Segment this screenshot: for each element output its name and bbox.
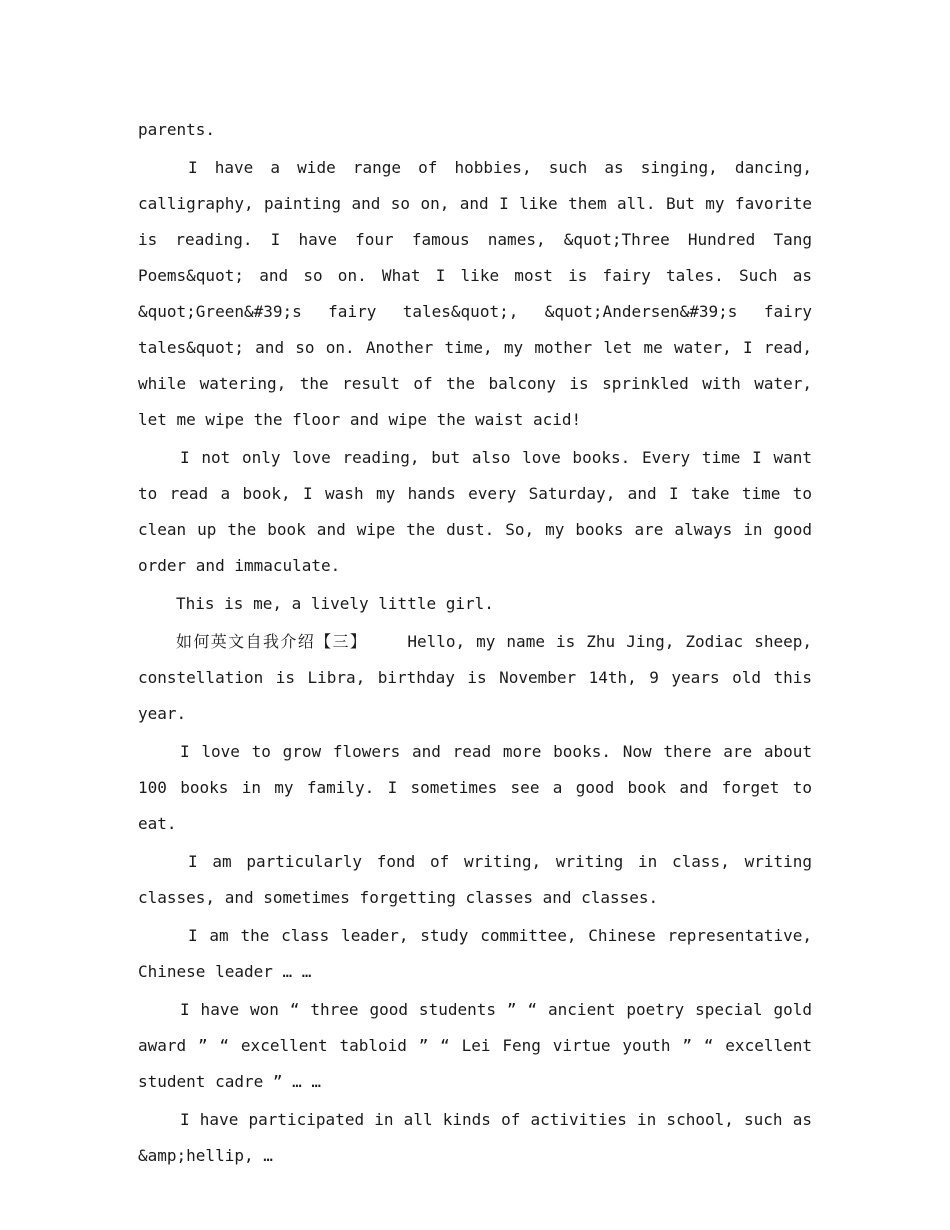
paragraph-5 (138, 624, 812, 732)
paragraph-2: I have a wide range of hobbies, such as singing, dancing, calligraphy, painting and so on, and I like them all. But my favorite is reading. I have four famous names, &quot;Three Hundred Tang Poems&quot; and so on. What I like most is fairy tales. Such as &quot;Green&#39;s fairy tales&quot;, &quot;Andersen&#39;s fairy tales&quot; and so on. Another time, my mother let me water, I read, while watering, the result of the balcony is sprinkled with water, let me wipe the floor and wipe the waist acid! (138, 158, 812, 429)
document-page (138, 112, 812, 1176)
paragraph-4: This is me, a lively little girl. (176, 594, 494, 613)
paragraph-6: I love to grow flowers and read more books. Now there are about 100 books in my family. I sometimes see a good book and forget to eat. (138, 742, 812, 833)
paragraph-3: I not only love reading, but also love books. Every time I want to read a book, I wash my hands every Saturday, and I take time to clean up the book and wipe the dust. So, my books are always in good order and immaculate. (138, 448, 812, 575)
paragraph-9: I have won “ three good students ” “ ancient poetry special gold award ” “ excellent tabloid ” “ Lei Feng virtue youth ” “ excellent student cadre ” … … (138, 1000, 812, 1091)
paragraph-5-text: Hello, my name is Zhu Jing, Zodiac sheep, constellation is Libra, birthday is November 14th, 9 years old this year. (138, 632, 812, 723)
section-heading: 如何英文自我介绍【三】 (176, 632, 368, 651)
paragraph-7: I am particularly fond of writing, writing in class, writing classes, and sometimes forgetting classes and classes. (138, 852, 812, 907)
paragraph-10: I have participated in all kinds of activities in school, such as &amp;hellip, … (138, 1110, 812, 1165)
paragraph-8: I am the class leader, study committee, Chinese representative, Chinese leader … … (138, 926, 812, 981)
paragraph-1: parents. (138, 120, 216, 139)
